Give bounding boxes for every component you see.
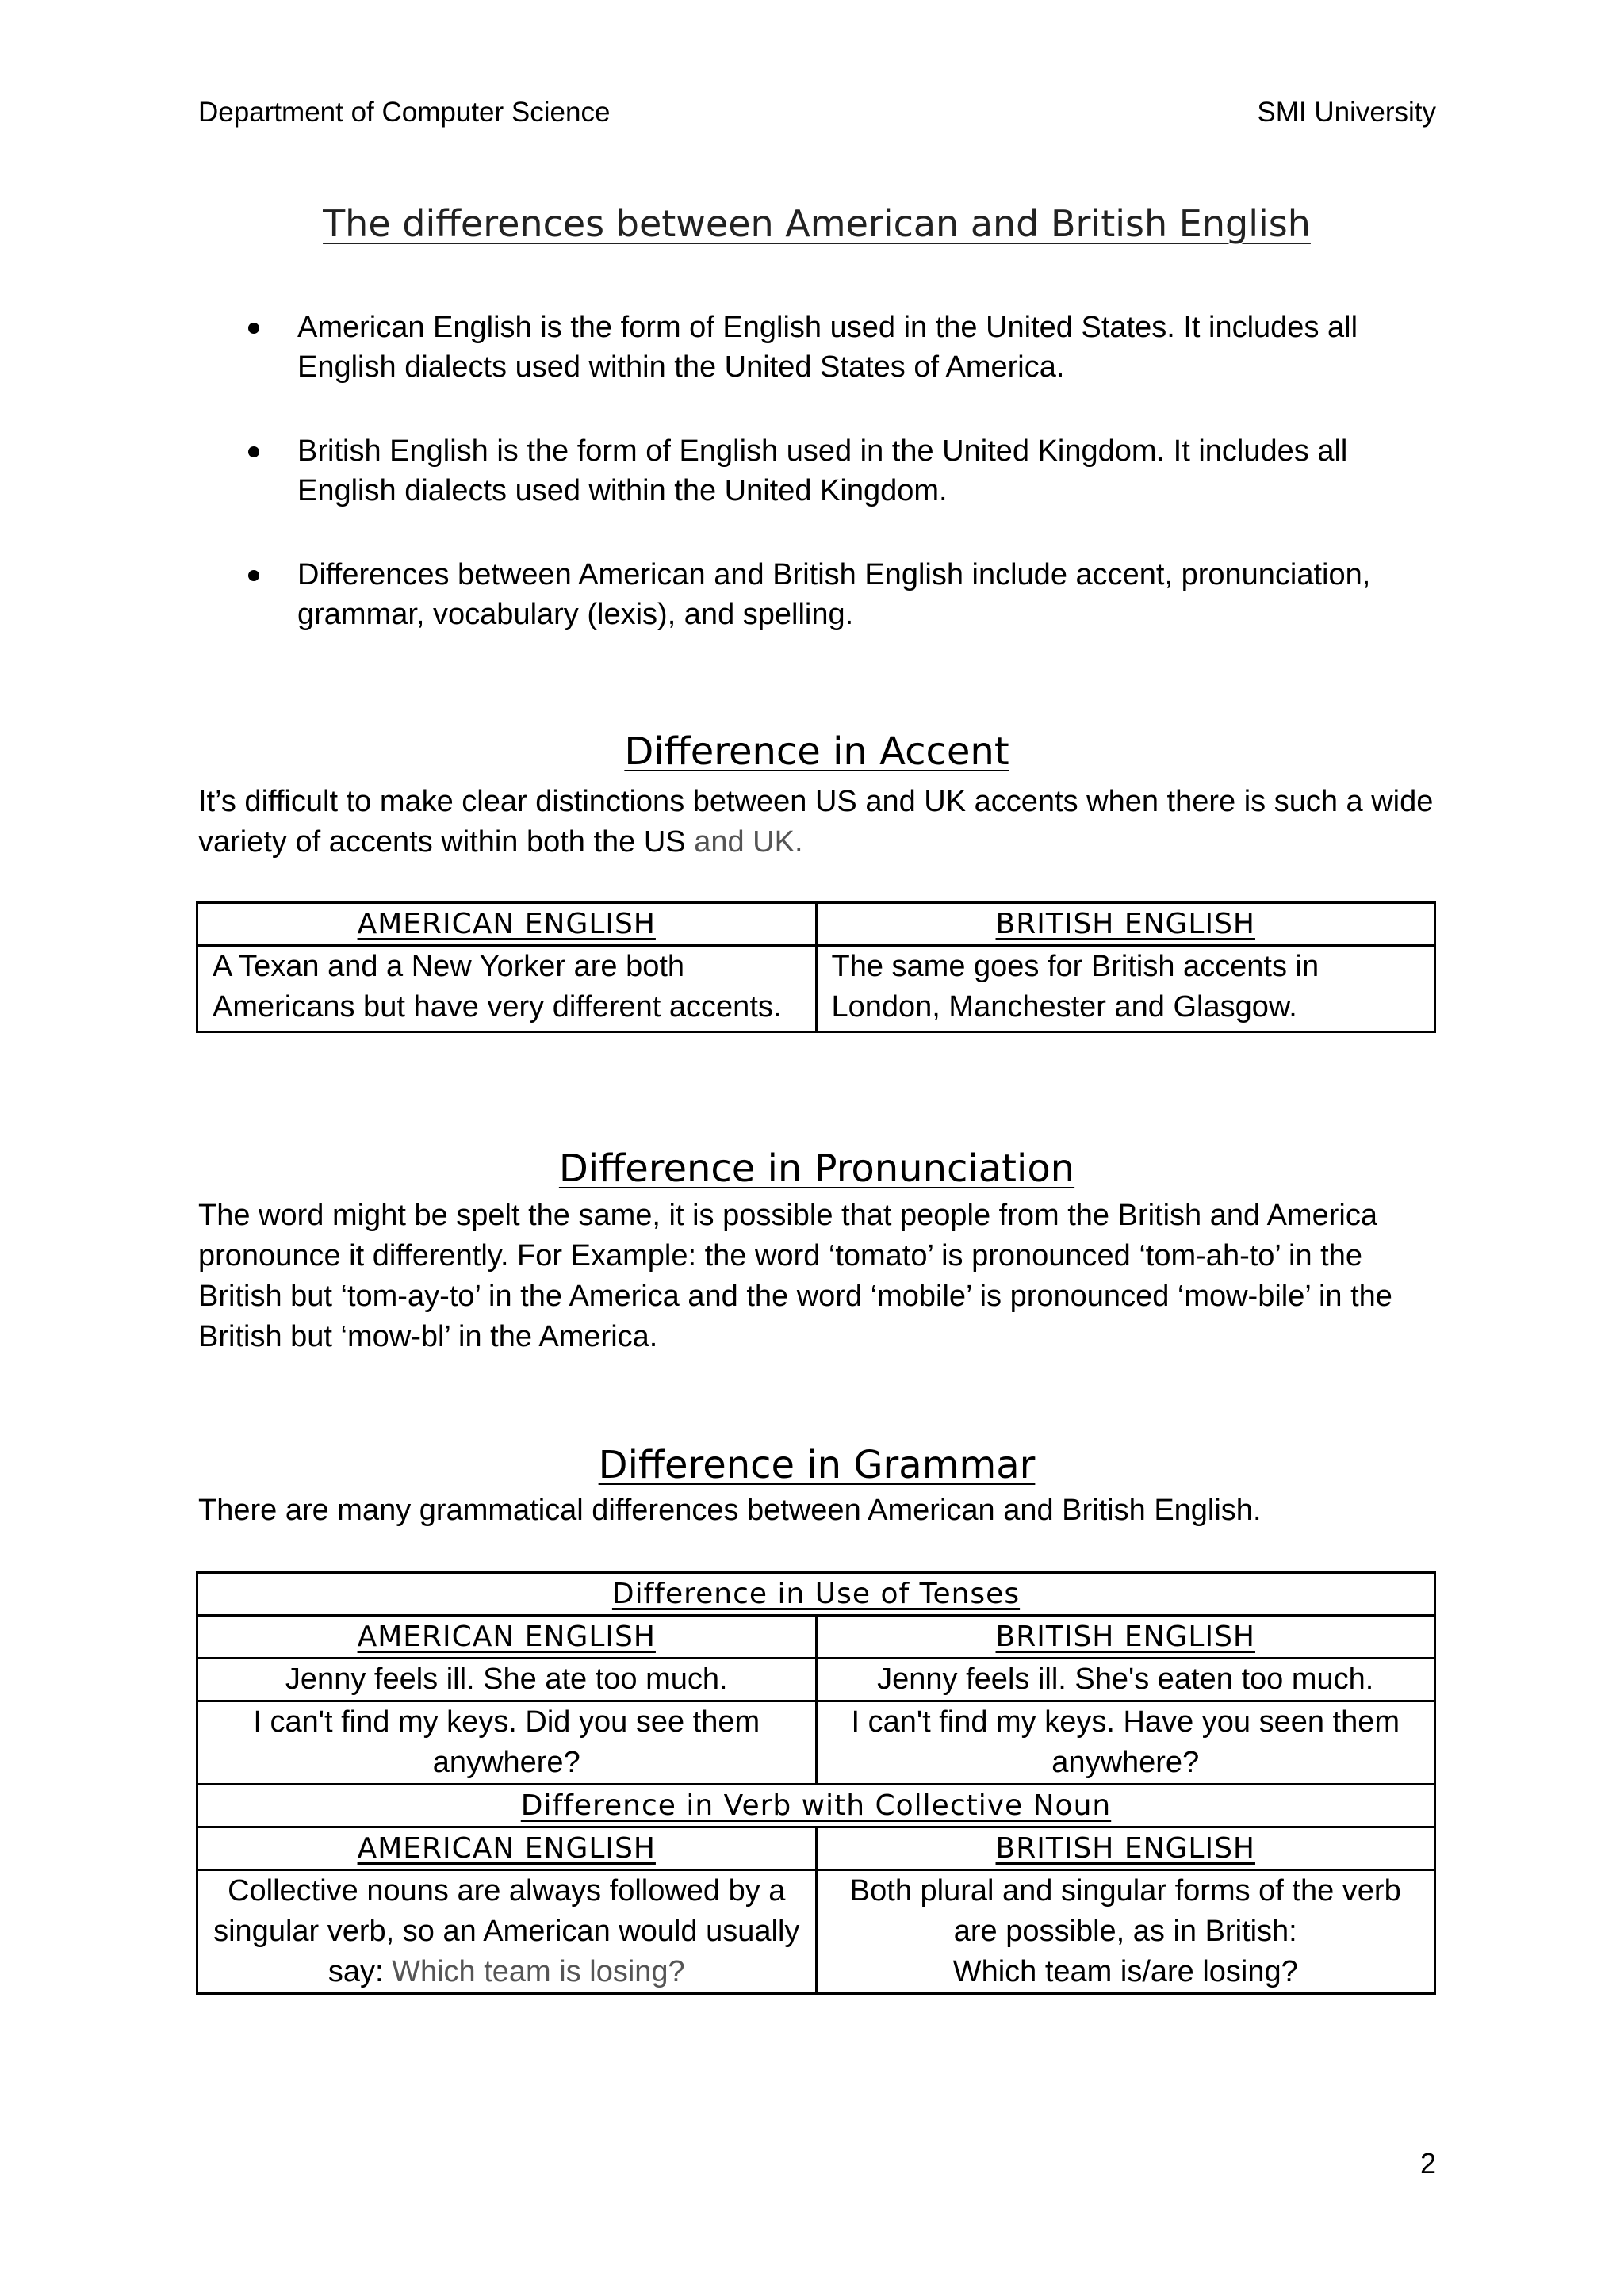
accent-text-gray: and UK.	[685, 825, 803, 859]
bullet-text: American English is the form of English used in the United States. It includes all English dialects used within the United States of America.	[297, 311, 1358, 384]
grammar-heading	[198, 1441, 1435, 1489]
collective-american-text: Collective nouns are always followed by a singular verb, so an American would usually say:	[213, 1874, 800, 1988]
table-cell-british	[816, 1870, 1435, 1994]
table-row	[197, 1701, 1435, 1785]
bullet-icon	[248, 570, 259, 581]
bullet-icon	[248, 323, 259, 334]
bullet-text: British English is the form of English used in the United Kingdom. It includes all English dialects used within the United Kingdom.	[297, 434, 1348, 507]
collective-british-text: Both plural and singular forms of the verb are possible, as in British:	[849, 1874, 1401, 1948]
list-item	[198, 308, 1435, 387]
accent-heading	[198, 728, 1435, 775]
column-header-british: BRITISH ENGLISH	[816, 1827, 1435, 1870]
column-header-american: AMERICAN ENGLISH	[197, 1827, 817, 1870]
table-cell-british: Jenny feels ill. She's eaten too much.	[816, 1659, 1435, 1701]
table-cell-american: A Texan and a New Yorker are both Americans but have very different accents.	[197, 946, 817, 1032]
table-cell-american: Jenny feels ill. She ate too much.	[197, 1659, 817, 1701]
column-header-british: BRITISH ENGLISH	[816, 903, 1435, 946]
accent-text: It’s difficult to make clear distinctions between US and UK accents when there is such a wide variety of accents within both the US	[198, 785, 1434, 859]
table-header-row	[197, 1827, 1435, 1870]
table-section-row	[197, 1573, 1435, 1616]
grammar-heading-text: Difference in Grammar	[598, 1443, 1036, 1487]
accent-table	[196, 901, 1436, 1033]
grammar-paragraph: There are many grammatical differences between American and British English.	[198, 1494, 1262, 1527]
table-row	[197, 1870, 1435, 1994]
column-header-american: AMERICAN ENGLISH	[197, 903, 817, 946]
accent-heading-text: Difference in Accent	[624, 729, 1009, 774]
header-university: SMI University	[1257, 97, 1436, 128]
table-header-row	[197, 1616, 1435, 1659]
bullet-text: Differences between American and British English include accent, pronunciation, grammar, vocabulary (lexis), and spelling.	[297, 558, 1371, 631]
page-title-text: The differences between American and British English	[323, 202, 1311, 245]
column-header-american: AMERICAN ENGLISH	[197, 1616, 817, 1659]
list-item	[198, 431, 1435, 511]
table-cell-american: I can't find my keys. Did you see them anywhere?	[197, 1701, 817, 1785]
pronunciation-heading-text: Difference in Pronunciation	[558, 1146, 1075, 1191]
table-cell-british: The same goes for British accents in London, Manchester and Glasgow.	[816, 946, 1435, 1032]
pronunciation-paragraph: The word might be spelt the same, it is possible that people from the British and America pronounce it differently. For Example: the word ‘tomato’ is pronounced ‘tom-ah-to’ in the British but ‘tom-ay-to’ in the America and the word ‘mobile’ is pronounced ‘mow-bile’ in the British but ‘mow-bl’ in the America.	[198, 1199, 1392, 1353]
bullet-icon	[248, 446, 259, 457]
grammar-table	[196, 1571, 1436, 1995]
table-row	[197, 1659, 1435, 1701]
section-header-tenses: Difference in Use of Tenses	[197, 1573, 1435, 1616]
table-row	[197, 946, 1435, 1032]
section-header-collective-noun: Difference in Verb with Collective Noun	[197, 1785, 1435, 1827]
table-cell-american	[197, 1870, 817, 1994]
pronunciation-heading	[198, 1145, 1435, 1192]
table-header-row	[197, 903, 1435, 946]
accent-paragraph	[198, 782, 1435, 863]
header-department: Department of Computer Science	[198, 97, 611, 128]
table-cell-british: I can't find my keys. Have you seen them anywhere?	[816, 1701, 1435, 1785]
list-item	[198, 555, 1435, 634]
table-section-row	[197, 1785, 1435, 1827]
page-title	[198, 200, 1435, 247]
collective-american-example: Which team is losing?	[392, 1955, 685, 1988]
collective-british-example: Which team is/are losing?	[952, 1955, 1298, 1988]
intro-bullet-list	[198, 308, 1435, 679]
column-header-british: BRITISH ENGLISH	[816, 1616, 1435, 1659]
page-number: 2	[1419, 2147, 1436, 2179]
